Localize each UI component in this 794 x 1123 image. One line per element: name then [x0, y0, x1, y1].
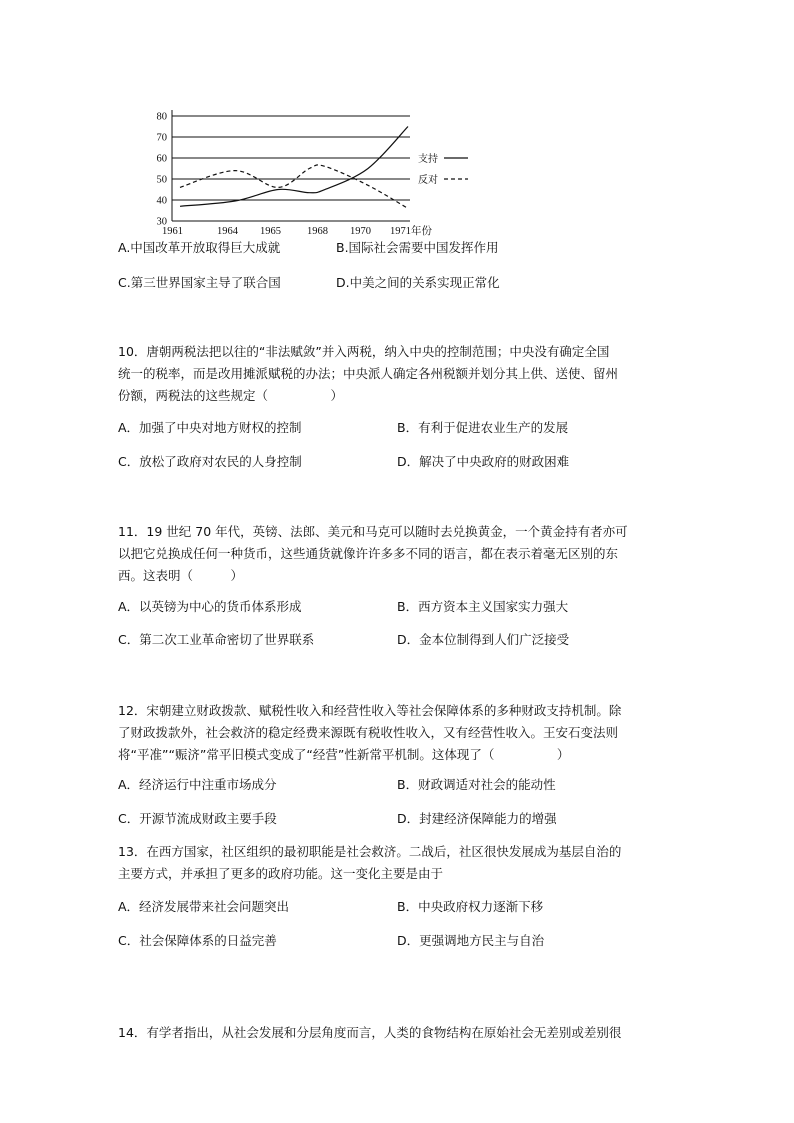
q10-stem-line-1: 10．唐朝两税法把以往的“非法赋敛”并入两税，纳入中央的控制范围；中央没有确定全国	[118, 344, 610, 359]
q13-option-c[interactable]: C．社会保障体系的日益完善	[118, 933, 277, 948]
y-tick-60: 60	[156, 153, 167, 165]
q14-stem-line-1: 14．有学者指出，从社会发展和分层角度而言，人类的食物结构在原始社会无差别或差别很	[118, 1025, 622, 1040]
q13-stem-line-2: 主要方式，并承担了更多的政府功能。这一变化主要是由于	[118, 866, 444, 881]
q12-option-d[interactable]: D．封建经济保障能力的增强	[397, 811, 557, 826]
q11-option-a[interactable]: A．以英镑为中心的货币体系形成	[118, 599, 302, 614]
y-tick-50: 50	[156, 174, 167, 186]
x-tick-1968: 1968	[307, 226, 328, 237]
q11-stem-line-3: 西。这表明（ ）	[118, 568, 244, 583]
chart-series	[180, 127, 408, 209]
series-line-oppose	[180, 165, 408, 208]
chart-legend	[418, 152, 468, 186]
y-tick-40: 40	[156, 195, 167, 207]
q12-stem-line-1: 12．宋朝建立财政拨款、赋税性收入和经营性收入等社会保障体系的多种财政支持机制。除	[118, 703, 622, 718]
series-line-support	[180, 127, 408, 207]
q11-stem-line-2: 以把它兑换成任何一种货币，这些通货就像许许多多不同的语言，都在表示着毫无区别的东	[118, 546, 619, 561]
q9-option-b[interactable]: B.国际社会需要中国发挥作用	[336, 240, 499, 255]
q11-option-d[interactable]: D．金本位制得到人们广泛接受	[397, 632, 570, 647]
q12-stem-line-3: 将“平准”“赈济”常平旧模式变成了“经营”性新常平机制。这体现了（ ）	[118, 747, 570, 762]
y-tick-70: 70	[156, 132, 167, 144]
y-tick-labels	[157, 112, 168, 228]
q9-option-d[interactable]: D.中美之间的关系实现正常化	[336, 275, 500, 290]
x-tick-1965: 1965	[260, 226, 281, 237]
legend-label-oppose: 反对	[418, 175, 438, 186]
q10-stem-line-3: 份额，两税法的这些规定（ ）	[118, 388, 344, 403]
support-oppose-line-chart	[140, 105, 480, 240]
x-tick-labels	[162, 224, 432, 237]
q13-option-d[interactable]: D．更强调地方民主与自治	[397, 933, 545, 948]
x-tick-1964: 1964	[217, 226, 238, 237]
q10-option-b[interactable]: B．有利于促进农业生产的发展	[397, 420, 569, 435]
legend-label-support: 支持	[418, 154, 438, 165]
q11-option-b[interactable]: B．西方资本主义国家实力强大	[397, 599, 569, 614]
x-tick-1971: 1971年份	[390, 226, 432, 237]
q12-option-b[interactable]: B．财政调适对社会的能动性	[397, 777, 556, 792]
q12-option-c[interactable]: C．开源节流成财政主要手段	[118, 811, 277, 826]
q9-option-a[interactable]: A.中国改革开放取得巨大成就	[118, 240, 281, 255]
q10-option-d[interactable]: D．解决了中央政府的财政困难	[397, 454, 570, 469]
y-tick-30: 30	[156, 216, 167, 228]
x-tick-1970: 1970	[350, 226, 371, 237]
y-tick-80: 80	[156, 111, 167, 123]
q13-option-a[interactable]: A．经济发展带来社会问题突出	[118, 899, 290, 914]
q11-stem-line-1: 11．19 世纪 70 年代，英镑、法郎、美元和马克可以随时去兑换黄金，一个黄金持有者亦可	[118, 524, 628, 539]
q13-stem-line-1: 13．在西方国家，社区组织的最初职能是社会救济。二战后，社区很快发展成为基层自治的	[118, 844, 622, 859]
q13-option-b[interactable]: B．中央政府权力逐渐下移	[397, 899, 544, 914]
q10-stem-line-2: 统一的税率，而是改用摊派赋税的办法；中央派人确定各州税额并划分其上供、送使、留州	[118, 366, 619, 381]
q12-stem-line-2: 了财政拨款外，社会救济的稳定经费来源既有税收性收入，又有经营性收入。王安石变法则	[118, 725, 619, 740]
q10-option-c[interactable]: C．放松了政府对农民的人身控制	[118, 454, 302, 469]
q12-option-a[interactable]: A．经济运行中注重市场成分	[118, 777, 277, 792]
x-tick-1961: 1961	[162, 226, 183, 237]
q9-option-c[interactable]: C.第三世界国家主导了联合国	[118, 275, 281, 290]
q11-option-c[interactable]: C．第二次工业革命密切了世界联系	[118, 632, 315, 647]
q10-option-a[interactable]: A．加强了中央对地方财权的控制	[118, 420, 302, 435]
